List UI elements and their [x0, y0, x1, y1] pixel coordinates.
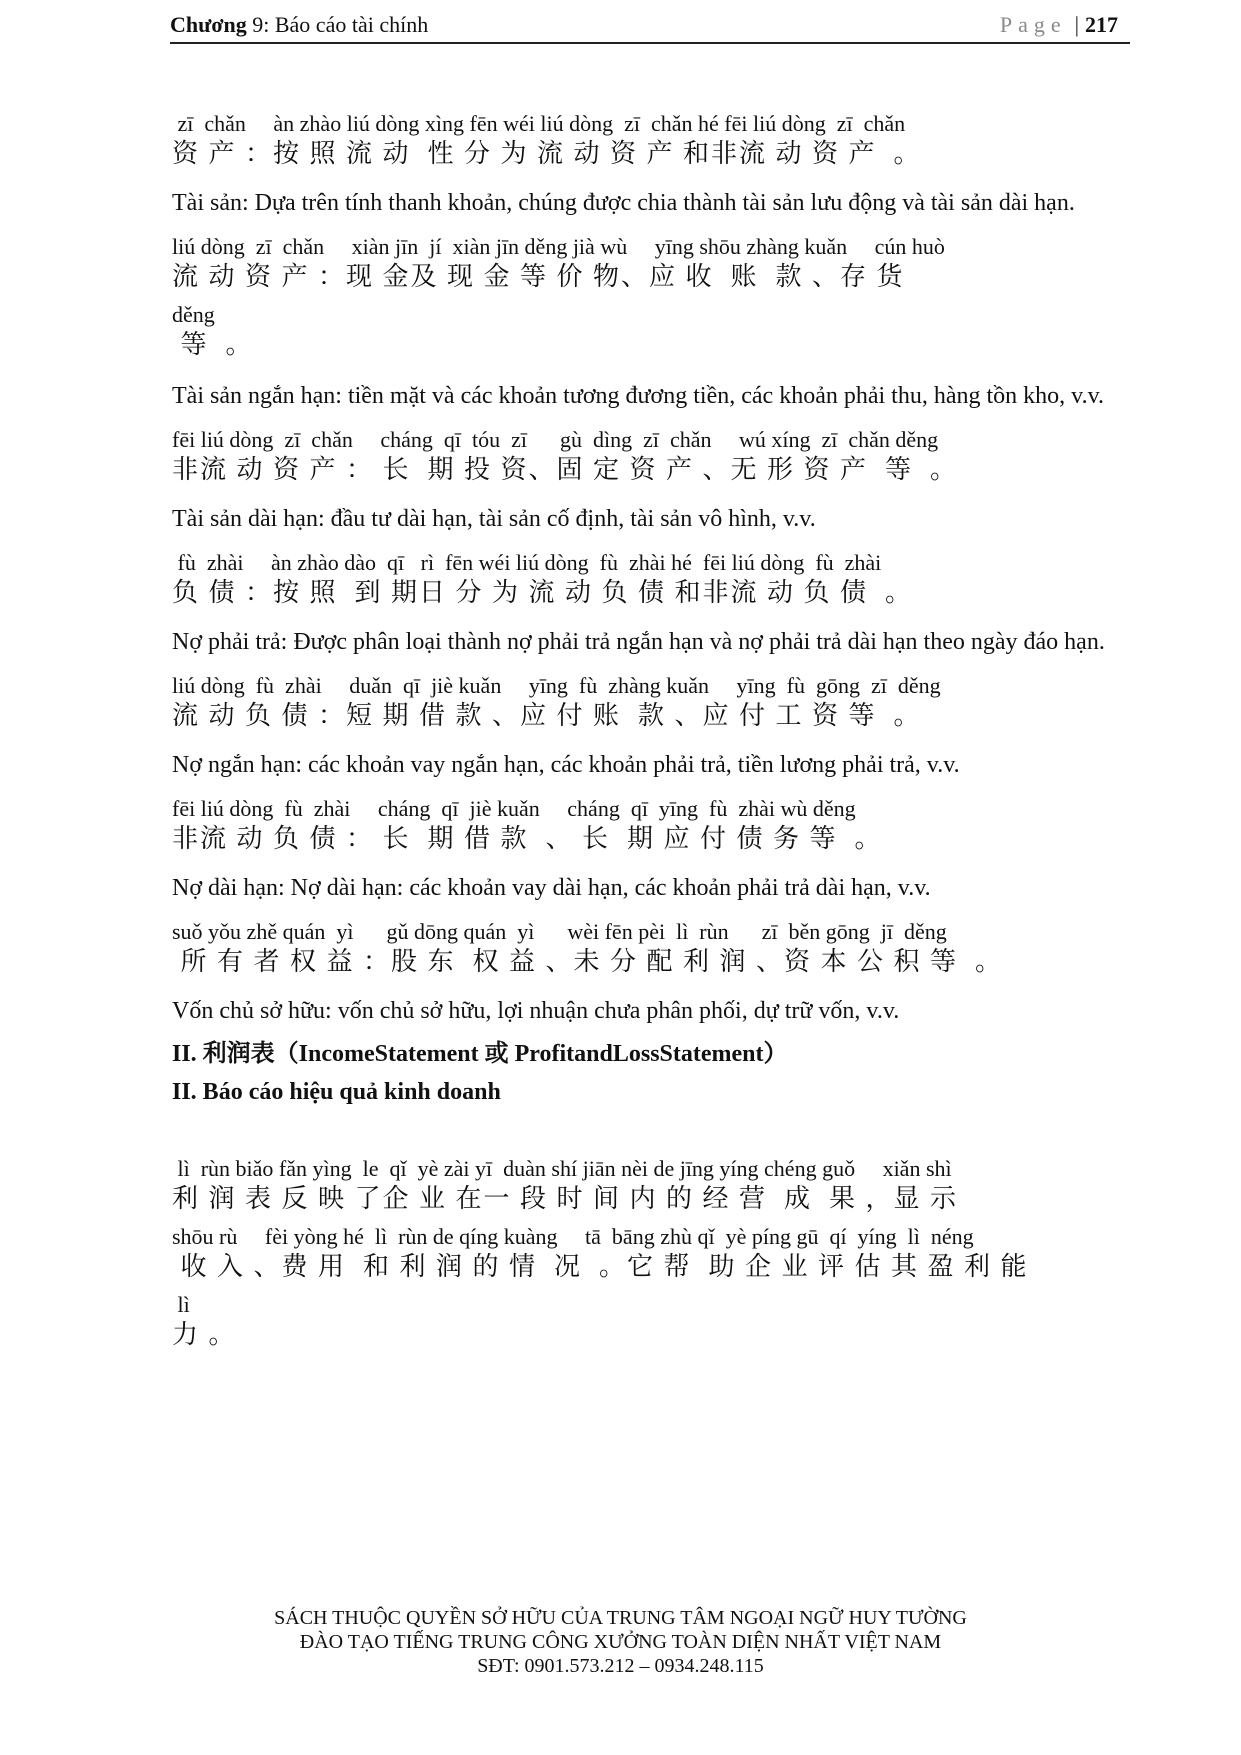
page-footer [0, 1606, 1241, 1678]
pinyin-text: lì rùn biǎo fǎn yìng le qǐ yè zài yī duàn shí jiān nèi de jīng yíng chéng guǒ xiǎn shì [172, 1156, 952, 1181]
hanzi-text: 非流 动 资 产 ： 长 期 投 资、固 定 资 产 、无 形 资 产 等 。 [172, 455, 959, 484]
vietnamese-translation: Nợ phải trả: Được phân loại thành nợ phải trả ngắn hạn và nợ phải trả dài hạn theo ngày đáo hạn. [172, 629, 1105, 655]
chinese-line [172, 797, 1132, 861]
pinyin-text: zī chǎn àn zhào liú dòng xìng fēn wéi liú dòng zī chǎn hé fēi liú dòng zī chǎn [172, 111, 906, 136]
pinyin-text: děng [172, 302, 215, 327]
chinese-line [172, 674, 1132, 738]
chinese-line [172, 1157, 1132, 1357]
definition-current-liabilities [172, 674, 1132, 781]
pinyin-text: lì [172, 1292, 190, 1317]
hanzi-text: 收 入 、费 用 和 利 润 的 情 况 。它 帮 助 企 业 评 估 其 盈 利 能 [172, 1252, 1029, 1281]
hanzi-text: 资 产 ：按 照 流 动 性 分 为 流 动 资 产 和非流 动 资 产 。 [172, 139, 922, 168]
hanzi-text: 负 债 ：按 照 到 期日 分 为 流 动 负 债 和非流 动 负 债 。 [172, 578, 914, 607]
footer-phone: SĐT: 0901.573.212 – 0934.248.115 [477, 1655, 764, 1677]
chinese-line [172, 235, 1132, 367]
chapter-label: Chương [170, 12, 247, 37]
vietnamese-translation: Nợ ngắn hạn: các khoản vay ngắn hạn, các khoản phải trả, tiền lương phải trả, v.v. [172, 752, 960, 778]
vietnamese-translation: Tài sản ngắn hạn: tiền mặt và các khoản tương đương tiền, các khoản phải thu, hàng tồn kho, v.v. [172, 383, 1105, 409]
chapter-name: 9: Báo cáo tài chính [246, 12, 429, 37]
pinyin-text: fēi liú dòng zī chǎn cháng qī tóu zī gù dìng zī chǎn wú xíng zī chǎn děng [172, 427, 939, 452]
chinese-line [172, 428, 1132, 492]
definition-noncurrent-liabilities [172, 797, 1132, 904]
section-heading-vietnamese: II. Báo cáo hiệu quả kinh doanh [172, 1079, 501, 1105]
chapter-title [170, 12, 428, 38]
chinese-line [172, 112, 1132, 176]
hanzi-text: 流 动 资 产 ：现 金及 现 金 等 价 物、应 收 账 款 、存 货 [172, 262, 905, 291]
pinyin-text: liú dòng fù zhài duǎn qī jiè kuǎn yīng fù zhàng kuǎn yīng fù gōng zī děng [172, 673, 941, 698]
definition-assets [172, 112, 1132, 219]
hanzi-text: 等 。 [172, 330, 254, 359]
pinyin-text: fù zhài àn zhào dào qī rì fēn wéi liú dòng fù zhài hé fēi liú dòng fù zhài [172, 550, 882, 575]
hanzi-text: 所 有 者 权 益 ：股 东 权 益 、未 分 配 利 润 、资 本 公 积 等 。 [172, 947, 1004, 976]
definition-equity [172, 920, 1132, 1027]
definition-current-assets [172, 235, 1132, 412]
hanzi-text: 非流 动 负 债 ： 长 期 借 款 、 长 期 应 付 债 务 等 。 [172, 824, 883, 853]
chinese-line [172, 551, 1132, 615]
pinyin-text: fēi liú dòng fù zhài cháng qī jiè kuǎn cháng qī yīng fù zhài wù děng [172, 796, 856, 821]
vietnamese-translation: Tài sản dài hạn: đầu tư dài hạn, tài sản cố định, tài sản vô hình, v.v. [172, 506, 816, 532]
vietnamese-translation: Tài sản: Dựa trên tính thanh khoản, chúng được chia thành tài sản lưu động và tài sản dài hạn. [172, 190, 1075, 216]
chinese-line [172, 920, 1132, 984]
hanzi-text: 利 润 表 反 映 了企 业 在一 段 时 间 内 的 经 营 成 果 ，显 示 [172, 1184, 959, 1213]
definition-liabilities [172, 551, 1132, 658]
page-indicator [1000, 12, 1118, 38]
definition-noncurrent-assets [172, 428, 1132, 535]
page-word: Page [999, 12, 1067, 37]
vietnamese-translation: Nợ dài hạn: Nợ dài hạn: các khoản vay dài hạn, các khoản phải trả dài hạn, v.v. [172, 875, 931, 901]
page-number: 217 [1085, 12, 1118, 37]
income-statement-description [172, 1157, 1132, 1357]
vietnamese-translation: Vốn chủ sở hữu: vốn chủ sở hữu, lợi nhuận chưa phân phối, dự trữ vốn, v.v. [172, 998, 900, 1024]
footer-owner-line: SÁCH THUỘC QUYỀN SỞ HỮU CỦA TRUNG TÂM NGOẠI NGỮ HUY TƯỜNG [274, 1607, 967, 1629]
page-content [172, 112, 1132, 1357]
page-separator: | [1074, 12, 1079, 37]
footer-tagline: ĐÀO TẠO TIẾNG TRUNG CÔNG XƯỞNG TOÀN DIỆN NHẤT VIỆT NAM [299, 1631, 942, 1653]
pinyin-text: shōu rù fèi yòng hé lì rùn de qíng kuàng tā bāng zhù qǐ yè píng gū qí yíng lì néng [172, 1224, 974, 1249]
section-heading-chinese: II. 利润表（IncomeStatement 或 ProfitandLossStatement） [172, 1041, 788, 1067]
pinyin-text: liú dòng zī chǎn xiàn jīn jí xiàn jīn děng jià wù yīng shōu zhàng kuǎn cún huò [172, 234, 945, 259]
pinyin-text: suǒ yǒu zhě quán yì gǔ dōng quán yì wèi fēn pèi lì rùn zī běn gōng jī děng [172, 919, 947, 944]
hanzi-text: 流 动 负 债 ：短 期 借 款 、应 付 账 款 、应 付 工 资 等 。 [172, 701, 922, 730]
hanzi-text: 力 。 [172, 1320, 237, 1349]
page-header [170, 8, 1130, 44]
